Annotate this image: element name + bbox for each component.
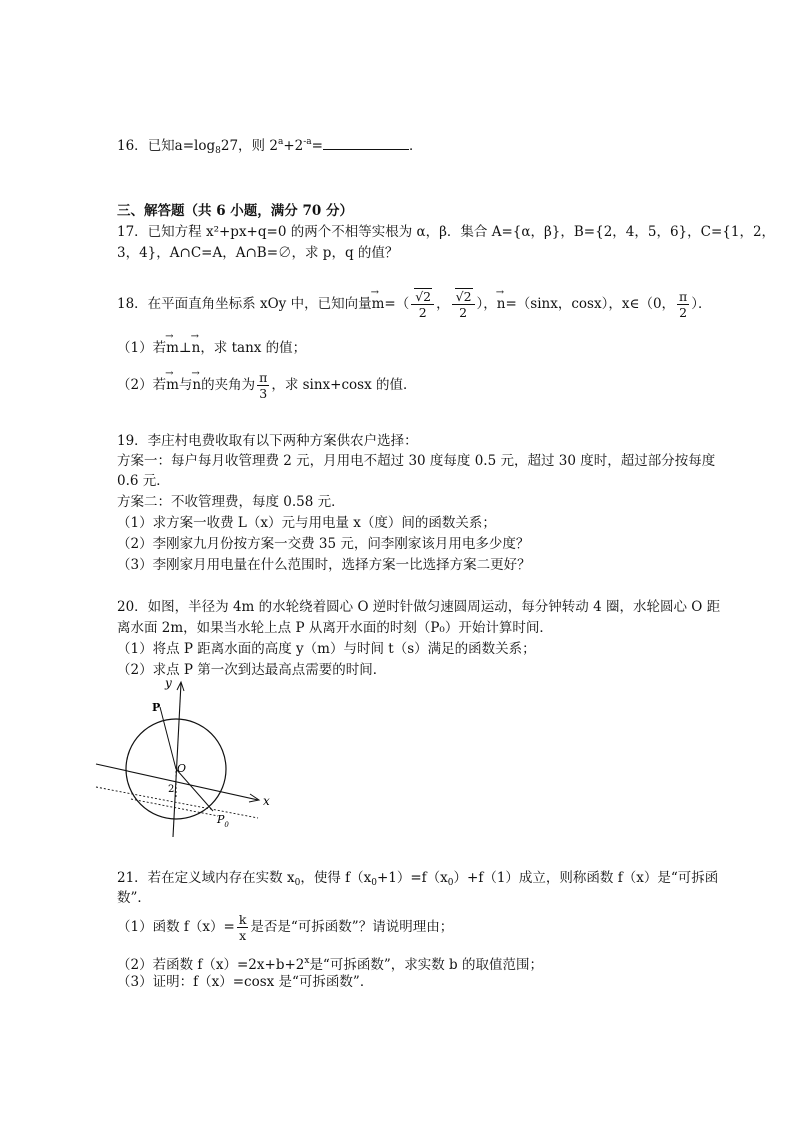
q18-p2-text: 的夹角为 <box>201 377 256 393</box>
vector-n: → n <box>192 339 201 357</box>
q18-p1-text: ，求 tanx 的值； <box>200 340 307 356</box>
q16-text-c: +2 <box>283 138 304 154</box>
q19-line-6: （2）李刚家九月份按方案一交费 35 元，问李刚家该月用电多少度？ <box>117 536 530 552</box>
perp: ⊥ <box>178 340 192 356</box>
q21-line-2: 数”． <box>117 890 151 906</box>
pi: π <box>259 370 268 385</box>
vector-m: → m <box>166 368 179 402</box>
sub: 0 <box>294 878 301 888</box>
q16-exp-2: -a <box>303 137 312 147</box>
q18-p2-end: ，求 sinx+cosx 的值． <box>271 377 417 393</box>
q16-end: ． <box>408 138 423 154</box>
fraction-pi-over-3 <box>257 370 269 401</box>
q21-text-a: 21．若在定义域内存在实数 x <box>117 870 295 886</box>
radius-op0 <box>176 769 213 811</box>
q21-text-b: ，使得 f（x <box>300 870 372 886</box>
x-label: x <box>263 794 270 808</box>
q18-end: ）． <box>691 296 712 312</box>
q18-text: 18．在平面直角坐标系 xOy 中，已知向量 <box>117 296 372 312</box>
denominator: 2 <box>418 305 427 320</box>
q18-eq2: =（sinx，cosx），x∈（0， <box>505 296 676 312</box>
q21-text-c: +1）=f（x <box>376 870 448 886</box>
q19-line-2: 方案一：每户每月收管理费 2 元，月用电不超过 30 度每度 0.5 元，超过 30 度时，超过部分按每度 <box>117 453 716 469</box>
q19-line-5: （1）求方案一收费 L（x）元与用电量 x（度）间的函数关系； <box>117 515 496 531</box>
part-label: （2）若 <box>117 377 167 393</box>
vector-n: → n <box>192 368 201 402</box>
p0-label <box>216 813 229 829</box>
q21-p1-text: 是否是“可拆函数”？请说明理由； <box>250 919 454 935</box>
water-line-1 <box>96 787 258 818</box>
q18-part-2 <box>117 368 417 402</box>
denominator: x <box>239 928 247 943</box>
q16-exp-1: a <box>277 137 284 147</box>
q18-eq1: =（ <box>384 296 410 312</box>
q19-line-1: 19．李庄村电费收取有以下两种方案供农户选择： <box>117 433 418 449</box>
q18-part-1 <box>117 339 306 357</box>
q20-line-3: （1）将点 P 距离水面的高度 y（m）与时间 t（s）满足的函数关系； <box>117 641 536 657</box>
q21-text-d: ）+f（1）成立，则称函数 f（x）是“可拆函 <box>453 870 719 886</box>
q21-part-3: （3）证明：f（x）=cosx 是“可拆函数”． <box>117 974 374 990</box>
p0-subscript: 0 <box>224 821 229 829</box>
q16-number: 16． <box>117 138 148 154</box>
denominator: 3 <box>259 386 268 401</box>
denominator: 2 <box>679 305 688 320</box>
section-heading: 三、解答题（共 6 小题，满分 70 分） <box>117 203 353 219</box>
q16-text-a: 已知a=log <box>147 138 216 154</box>
sqrt-2: √2 <box>415 289 432 304</box>
q19-line-4: 方案二：不收管理费，每度 0.58 元． <box>117 494 345 510</box>
vector-m: → m <box>166 339 179 357</box>
fraction-sqrt2-over-2-b <box>452 289 475 320</box>
q16-text-d: = <box>311 138 323 154</box>
fraction-pi-over-2 <box>677 289 689 320</box>
o-label: O <box>177 762 187 775</box>
exp: x <box>304 956 310 966</box>
q20-line-4: （2）求点 P 第一次到达最高点需要的时间． <box>117 662 387 678</box>
q17-line-1: 17．已知方程 x²+px+q=0 的两个不相等实根为 α，β．集合 A={α，β}，B={2，4，5，6}，C={1，2， <box>117 224 776 240</box>
vector-n: → n <box>497 287 506 321</box>
q20-line-1: 20．如图，半径为 4m 的水轮绕着圆心 O 逆时针做匀速圆周运动，每分钟转动 4 圈，水轮圆心 O 距 <box>117 599 721 615</box>
sub: 0 <box>371 878 377 888</box>
answer-blank[interactable] <box>323 137 409 150</box>
q16-text-b: 27，则 2 <box>220 138 278 154</box>
denominator: 2 <box>459 305 468 320</box>
part-label: （2）若函数 f（x）=2x+b+2 <box>117 957 305 973</box>
part-label: （1）若 <box>117 340 167 356</box>
sub: 0 <box>447 878 454 888</box>
q21-p2-text: 是“可拆函数”，求实数 b 的取值范围； <box>309 957 543 973</box>
and-word: 与 <box>178 377 193 393</box>
pi: π <box>679 289 688 304</box>
numerator: k <box>238 912 247 927</box>
q19-line-3: 0.6 元． <box>117 473 170 489</box>
comma: ， <box>436 296 450 312</box>
part-label: （1）函数 f（x）= <box>117 919 235 935</box>
q17-line-2: 3，4}，A∩C=A，A∩B=∅，求 p，q 的值？ <box>117 245 399 261</box>
q20-line-2: 离水面 2m，如果当水轮上点 P 从离开水面的时刻（P₀）开始计算时间． <box>117 620 553 636</box>
question-18-stem <box>117 287 712 321</box>
q19-line-7: （3）李刚家月用电量在什么范围时，选择方案一比选择方案二更好？ <box>117 557 531 573</box>
fraction-k-over-x <box>237 912 249 943</box>
water-wheel-figure <box>93 675 293 850</box>
p0-letter: P <box>217 813 225 826</box>
y-label: y <box>165 676 172 690</box>
fraction-sqrt2-over-2 <box>411 289 434 320</box>
question-16 <box>117 133 422 160</box>
q16-log-base: 8 <box>215 146 221 156</box>
q21-part-2 <box>117 952 543 974</box>
p-label: P <box>152 701 161 714</box>
vector-m: → m <box>372 287 385 321</box>
q21-part-1 <box>117 910 453 944</box>
close-paren: ）， <box>476 296 497 312</box>
sqrt-2: √2 <box>455 289 472 304</box>
two-label: 2 <box>168 784 175 795</box>
radius-op <box>160 707 176 769</box>
q21-line-1 <box>117 869 718 892</box>
y-axis <box>173 683 181 837</box>
